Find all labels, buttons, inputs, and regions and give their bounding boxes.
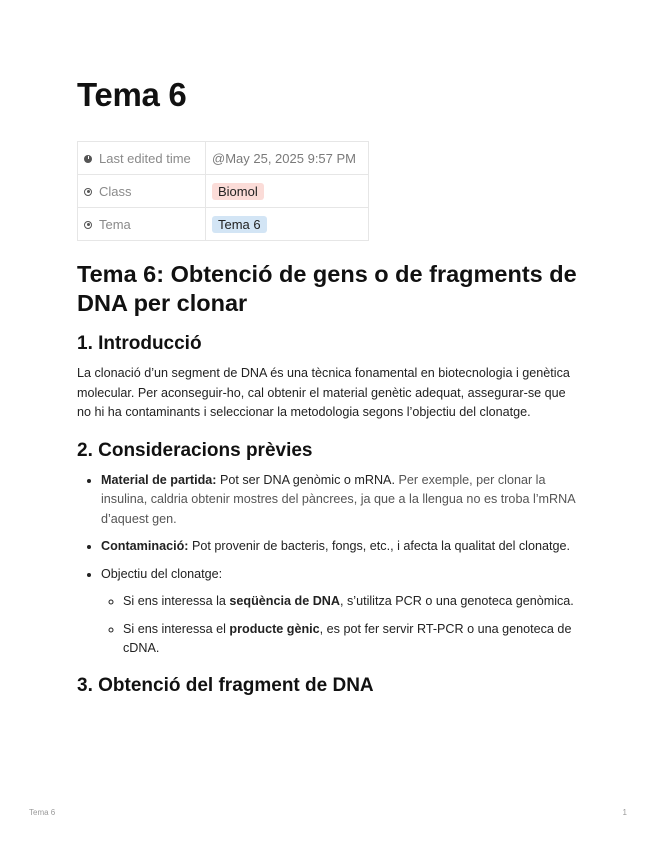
item-text: Si ens interessa el [123,621,230,636]
bullet-list [77,471,582,659]
list-item [101,537,582,557]
footer-title: Tema 6 [29,808,56,817]
property-row [78,208,369,241]
target-icon [84,221,92,229]
list-item [101,565,582,659]
target-icon [84,188,92,196]
item-text: Si ens interessa la [123,594,230,608]
section-heading: 3. Obtenció del fragment de DNA [77,674,374,696]
item-text: , s’utilitza PCR o una genoteca genòmica. [339,594,574,608]
property-key: Tema [99,216,131,232]
property-row [78,142,369,175]
class-tag[interactable]: Biomol [212,183,264,200]
bold-text: seqüència de DNA [229,594,340,608]
bold-text: producte gènic [229,621,320,636]
properties-table [77,141,369,241]
item-text: Pot provenir de bacteris, fongs, etc., i afecta la qualitat del clonatge. [188,539,571,553]
page-number: 1 [622,808,627,817]
sub-list-item [123,592,582,612]
document-body [77,260,582,706]
page-title: Tema 6 [77,76,187,113]
tema-tag[interactable]: Tema 6 [212,216,267,233]
property-value[interactable]: @May 25, 2025 9:57 PM [206,142,369,175]
item-text: Objectiu del clonatge: [101,566,223,581]
list-item [101,471,582,530]
paragraph: La clonació d’un segment de DNA és una tècnica fonamental en biotecnologia i genètica molecular. Per aconseguir-ho, cal obtenir el material genètic adequat, assegurar-se que no hi ha contaminants i seleccionar la metodologia segons l’objectiu del clonatge. [77,366,570,419]
section-heading: 1. Introducció [77,333,202,354]
item-text: , es pot fer servir RT-PCR o una genoteca de cDNA. [123,621,572,655]
item-text-muted: Per exemple, per clonar la insulina, caldria obtenir mostres del pàncrees, ja que a la llengua no es troba l’mRNA d’aquest gen. [101,472,575,526]
property-key: Class [99,183,132,199]
bold-text: Material de partida: [101,472,217,487]
sub-list-item [123,620,582,659]
section-heading: 2. Consideracions prèvies [77,439,313,461]
bold-text: Contaminació: [101,539,189,553]
item-text: Pot ser DNA genòmic o mRNA. [216,472,399,487]
main-heading: Tema 6: Obtenció de gens o de fragments de DNA per clonar [77,261,577,316]
property-row [78,175,369,208]
clock-icon [84,155,92,163]
sub-list [101,592,582,659]
property-key: Last edited time [99,150,191,166]
